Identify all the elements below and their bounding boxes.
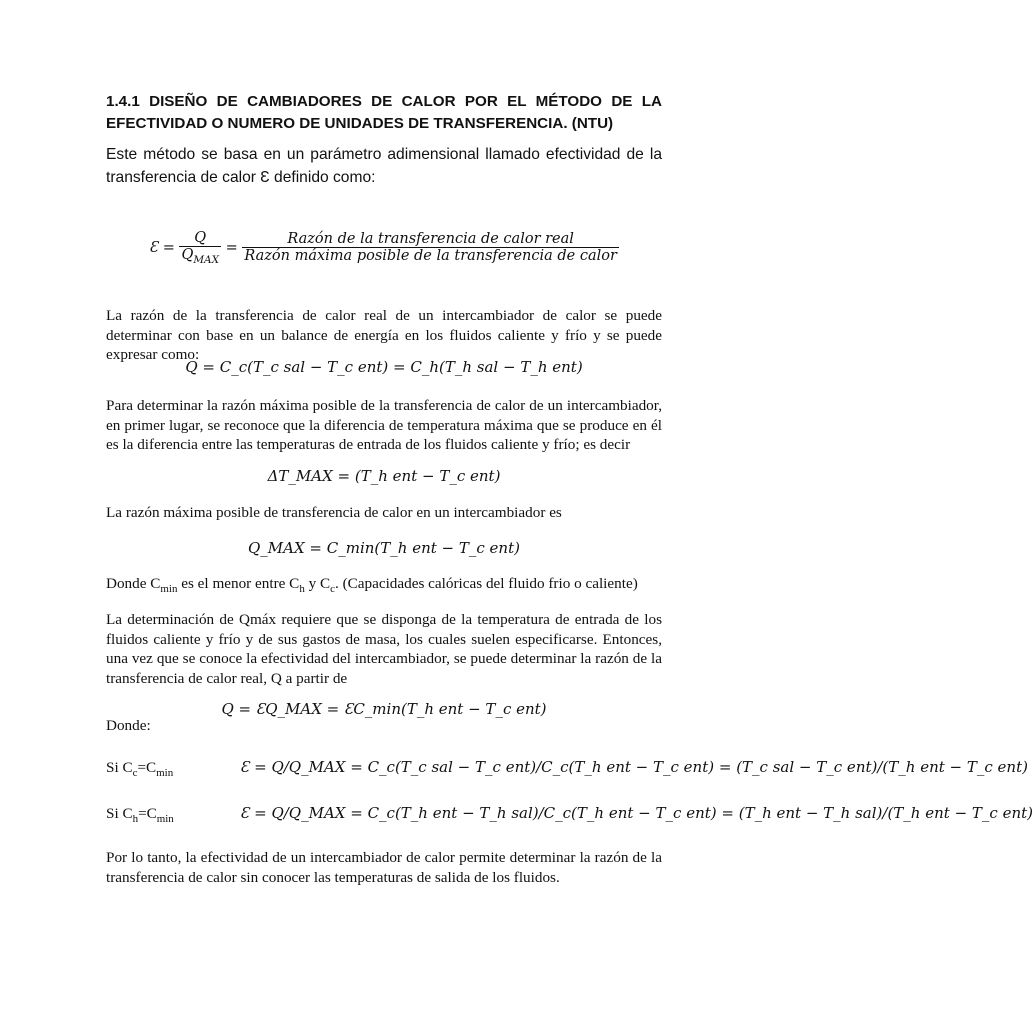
fraction-q-over-qmax: $\frac{Q}{Q_{MAX}}$ — [181, 230, 220, 266]
paragraph-razon-real: La razón de la transferencia de calor real de un intercambiador de calor se puede determinar con base en un balance de energía en los fluidos caliente y frío y se puede expresar como: — [106, 307, 662, 364]
case-label-cc-cmin: Si $C_c=C_{min}$ — [106, 759, 174, 780]
equation-q-effectiveness: Q = ƐQ_MAX = ƐC_min(T_h ent − T_c ent) — [221, 700, 547, 718]
equation-delta-t-max: ΔT_MAX = (T_h ent − T_c ent) — [267, 467, 501, 485]
donde-label: Donde: — [106, 717, 151, 734]
paragraph-razon-maxima: Para determinar la razón máxima posible de la transferencia de calor de un intercambiador, en primer lugar, se reconoce que la diferencia de temperatura máxima que se produce en él es la diferencia entre las temperaturas de entrada de los fluidos caliente y frío; es decir — [106, 397, 662, 454]
intro-paragraph: Este método se basa en un parámetro adimensional llamado efectividad de la transferencia de calor Ɛ definido como: — [106, 146, 662, 186]
fraction-razon-real-over-max: $\frac{\text{Razón de la transferencia de calor real}}{\text{Razón máxima posible de la transferencia de calor}}$ — [244, 231, 617, 265]
case-label-ch-cmin: Si $C_h=C_{min}$ — [106, 805, 174, 826]
equation-q-balance: Q = C_c(T_c sal − T_c ent) = C_h(T_h sal − T_h ent) — [185, 358, 583, 376]
equation-effectiveness-definition: Ɛ = $\frac{Q}{Q_{MAX}}$ = $\frac{\text{Razón de la transferencia de calor real}}{\text{Razón máxima posible de la transferencia de calor}}$ — [149, 230, 617, 266]
equation-qmax: Q_MAX = C_min(T_h ent − T_c ent) — [248, 539, 520, 557]
paragraph-conclusion: Por lo tanto, la efectividad de un intercambiador de calor permite determinar la razón de la transferencia de calor sin conocer las temperaturas de salida de los fluidos. — [106, 849, 662, 886]
equation-case-ch-cmin: Ɛ = Q/Q_MAX = C_c(T_h ent − T_h sal)/C_c(T_h ent − T_c ent) = (T_h ent − T_h sal)/(T_h ent − T_c ent) — [240, 804, 1033, 822]
paragraph-qmax-intro: La razón máxima posible de transferencia de calor en un intercambiador es — [106, 504, 562, 521]
paragraph-determinacion-qmax: La determinación de Qmáx requiere que se disponga de la temperatura de entrada de los fluidos caliente y frío y de sus gastos de masa, los cuales suelen especificarse. Entonces, una vez que se conoce la efectividad del intercambiador, se puede determinar la razón de la transferencia de calor real, Q a partir de — [106, 611, 662, 687]
equation-case-cc-cmin: Ɛ = Q/Q_MAX = C_c(T_c sal − T_c ent)/C_c(T_h ent − T_c ent) = (T_c sal − T_c ent)/(T_h ent − T_c ent) — [240, 758, 1028, 776]
section-heading: 1.4.1 DISEÑO DE CAMBIADORES DE CALOR POR EL MÉTODO DE LA EFECTIVIDAD O NUMERO DE UNIDADES DE TRANSFERENCIA. (NTU) — [106, 93, 662, 132]
eq-lhs: Ɛ = — [149, 239, 175, 256]
paragraph-donde-cmin: Donde $C_{min}$ es el menor entre $C_h$ y $C_c$. (Capacidades calóricas del fluido frio o caliente) — [106, 575, 638, 596]
